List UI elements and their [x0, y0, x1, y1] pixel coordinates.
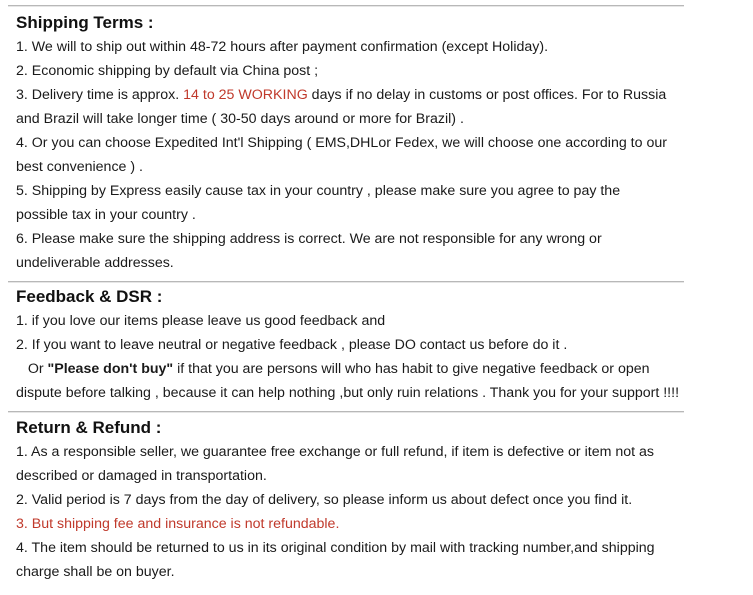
feedback-heading: Feedback & DSR :	[16, 287, 163, 306]
shipping-terms-heading: Shipping Terms :	[16, 13, 154, 32]
refund-line-2: described or damaged in transportation.	[16, 468, 267, 484]
shipping-line-6: best convenience ) .	[16, 159, 143, 175]
shipping-terms-section	[16, 11, 740, 275]
shipping-line-4: and Brazil will take longer time ( 30-50 days around or more for Brazil) .	[16, 111, 464, 127]
feedback-line-2: 2. If you want to leave neutral or negative feedback , please DO contact us before do it .	[16, 337, 568, 353]
shipping-line-8: possible tax in your country .	[16, 207, 196, 223]
refund-line-6: charge shall be on buyer.	[16, 564, 175, 580]
working-days-highlight: 14 to 25 WORKING	[183, 87, 308, 103]
feedback-divider	[8, 411, 684, 412]
shipping-line-9: 6. Please make sure the shipping address is correct. We are not responsible for any wrong or	[16, 231, 602, 247]
feedback-line-4: dispute before talking , because it can help nothing ,but only ruin relations . Thank you for your support !!!!	[16, 385, 680, 401]
refund-line-5: 4. The item should be returned to us in its original condition by mail with tracking number,and shipping	[16, 540, 655, 556]
top-divider	[8, 5, 684, 6]
shipping-line-10: undeliverable addresses.	[16, 255, 174, 271]
refund-line-4-highlight: 3. But shipping fee and insurance is not refundable.	[16, 516, 340, 532]
shipping-line-5: 4. Or you can choose Expedited Int'l Shipping ( EMS,DHLor Fedex, we will choose one according to our	[16, 135, 667, 151]
shipping-line-7: 5. Shipping by Express easily cause tax in your country , please make sure you agree to pay the	[16, 183, 621, 199]
feedback-line-3-end: if that you are persons will who has habit to give negative feedback or open	[173, 361, 650, 377]
shipping-divider	[8, 281, 684, 282]
return-refund-heading: Return & Refund :	[16, 418, 162, 437]
feedback-line-3-start: Or	[16, 361, 48, 377]
please-dont-buy-text: "Please don't buy"	[47, 361, 174, 377]
feedback-line-3	[16, 357, 740, 381]
feedback-line-1: 1. if you love our items please leave us good feedback and	[16, 313, 386, 329]
shipping-line-2: 2. Economic shipping by default via China post ;	[16, 63, 319, 79]
shipping-line-3-end: days if no delay in customs or post offices. For to Russia	[307, 87, 667, 103]
shipping-line-3-start: 3. Delivery time is approx.	[16, 87, 184, 103]
refund-line-3: 2. Valid period is 7 days from the day of delivery, so please inform us about defect once you find it.	[16, 492, 633, 508]
shipping-line-1: 1. We will to ship out within 48-72 hours after payment confirmation (except Holiday).	[16, 39, 549, 55]
shipping-line-3	[16, 83, 740, 107]
refund-line-1: 1. As a responsible seller, we guarantee free exchange or full refund, if item is defective or item not as	[16, 444, 654, 460]
feedback-section	[16, 285, 740, 405]
return-refund-section	[16, 416, 740, 584]
